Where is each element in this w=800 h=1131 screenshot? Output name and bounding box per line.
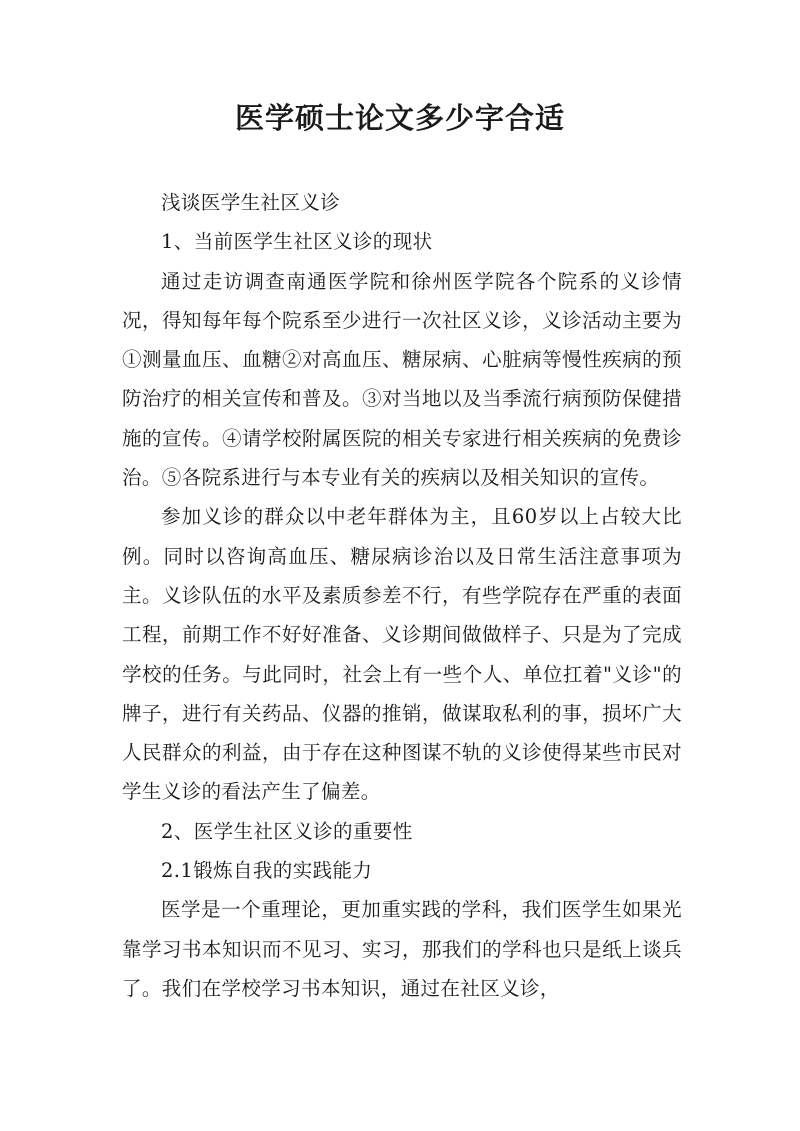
paragraph-participants: 参加义诊的群众以中老年群体为主，且60岁以上占较大比例。同时以咨询高血压、糖尿病诊治以及日常生活注意事项为主。义诊队伍的水平及素质参差不行，有些学院存在严重的表面工程，前期工作不好好准备、义诊期间做做样子、只是为了完成学校的任务。与此同时，社会上有一些个人、单位扛着"义诊"的牌子，进行有关药品、仪器的推销，做谋取私利的事，损坏广大人民群众的利益，由于存在这种图谋不轨的义诊使得某些市民对学生义诊的看法产生了偏差。 — [122, 505, 682, 804]
document-title: 医学硕士论文多少字合适 — [234, 101, 565, 135]
section-heading-2: 2、医学生社区义诊的重要性 — [161, 819, 413, 843]
section-heading-1: 1、当前医学生社区义诊的现状 — [161, 230, 433, 254]
paragraph-status: 通过走访调查南通医学院和徐州医学院各个院系的义诊情况，得知每年每个院系至少进行一次社区义诊，义诊活动主要为①测量血压、血糖②对高血压、糖尿病、心脏病等慢性疾病的预防治疗的相关宣传和普及。③对当地以及当季流行病预防保健措施的宣传。④请学校附属医院的相关专家进行相关疾病的免费诊治。⑤各院系进行与本专业有关的疾病以及相关知识的宣传。 — [122, 269, 682, 490]
document-body — [122, 183, 682, 1008]
paragraph-subtitle: 浅谈医学生社区义诊 — [161, 191, 341, 214]
subsection-heading-2-1: 2.1锻炼自我的实践能力 — [161, 859, 373, 883]
paragraph-practice: 医学是一个重理论，更加重实践的学科，我们医学生如果光靠学习书本知识而不见习、实习，那我们的学科也只是纸上谈兵了。我们在学校学习书本知识，通过在社区义诊， — [122, 898, 682, 1000]
